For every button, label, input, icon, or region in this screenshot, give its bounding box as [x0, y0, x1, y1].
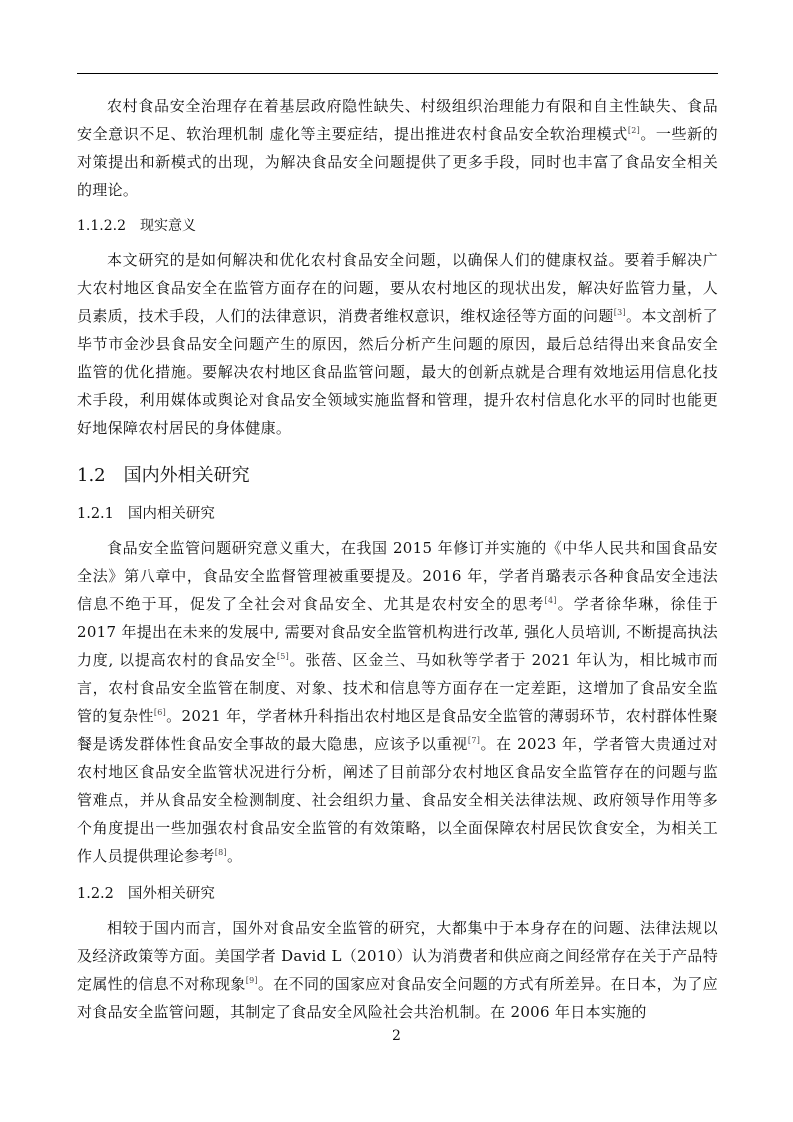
paragraph-text: 。本文剖析了毕节市金沙县食品安全问题产生的原因，然后分析产生问题的原因，最后总结得出来食品安全监管的优化措施。要解决农村地区食品监管问题，最大的创新点就是合理有效地运用信息化技术手段，利用媒体或舆论对食品安全领域实施监督和管理，提升农村信息化水平的同时也能更好地保障农村居民的身体健康。	[77, 307, 718, 437]
paragraph-text: 相较于国内而言，国外对食品安全监管的研究，大都集中于本身存在的问题、法律法规以及经济政策等方面。美国学者 David L（2010）认为消费者和供应商之间经常存在关于产品特定属性的信息不对称现象	[77, 919, 718, 993]
paragraph	[77, 92, 718, 204]
section-title: 现实意义	[139, 218, 196, 234]
section-number: 1.2.2	[77, 886, 114, 902]
paragraph-text: 。学者徐华琳，徐佳于 2017 年提出在未来的发展中, 需要对食品安全监管机构进行改革, 强化人员培训, 不断提高执法力度, 以提高农村的食品安全	[77, 595, 718, 669]
citation-marker: [2]	[627, 126, 641, 135]
paragraph-text: 。一些新的对策提出和新模式的出现，为解决食品安全问题提供了更多手段，同时也丰富了食品安全相关的理论。	[77, 125, 718, 199]
paragraph-text: 本文研究的是如何解决和优化农村食品安全问题，以确保人们的健康权益。要着手解决广大农村地区食品安全在监管方面存在的问题，要从农村地区的现状出发，解决好监管力量，人员素质，技术手段，人们的法律意识，消费者维权意识，维权途径等方面的问题	[77, 251, 718, 325]
citation-marker: [9]	[245, 976, 258, 985]
header-rule	[77, 73, 718, 74]
page-body	[77, 92, 718, 1036]
section-number: 1.2	[77, 465, 106, 486]
section-title: 国内外相关研究	[123, 465, 250, 486]
section-number: 1.1.2.2	[77, 218, 126, 234]
paragraph	[77, 246, 718, 442]
paragraph-text: 。在 2023 年，学者管大贵通过对农村地区食品安全监管状况进行分析，阐述了目前部分农村地区食品安全监管存在的问题与监管难点，并从食品安全检测制度、社会组织力量、食品安全相关法律法规、政府领导作用等多个角度提出一些加强农村食品安全监管的有效策略，以全面保障农村居民饮食安全，为相关工作人员提供理论参考	[77, 735, 718, 865]
section-heading	[77, 462, 718, 490]
citation-marker: [4]	[544, 596, 557, 605]
section-number: 1.2.1	[77, 506, 114, 522]
paragraph-text: 。在不同的国家应对食品安全问题的方式有所差异。在日本，为了应对食品安全监管问题，其制定了食品安全风险社会共治机制。在 2006 年日本实施的	[77, 975, 718, 1021]
paragraph-text: 。	[226, 847, 243, 865]
paragraph-text: 食品安全监管问题研究意义重大，在我国 2015 年修订并实施的《中华人民共和国食品安全法》第八章中，食品安全监督管理被重要提及。2016 年，学者肖璐表示各种食品安全违法信息不绝于耳，促发了全社会对食品安全、尤其是农村安全的思考	[77, 539, 718, 613]
paragraph	[77, 914, 718, 1026]
citation-marker: [3]	[613, 308, 626, 317]
citation-marker: [7]	[467, 736, 481, 745]
page-number: 2	[392, 1028, 401, 1044]
citation-marker: [8]	[214, 848, 227, 857]
section-heading	[77, 882, 718, 906]
section-title: 国外相关研究	[127, 886, 215, 902]
paragraph-text: 农村食品安全治理存在着基层政府隐性缺失、村级组织治理能力有限和自主性缺失、食品安全意识不足、软治理机制 虚化等主要症结，提出推进农村食品安全软治理模式	[77, 97, 718, 143]
citation-marker: [6]	[153, 708, 167, 717]
paragraph	[77, 534, 718, 870]
section-title: 国内相关研究	[127, 506, 215, 522]
section-heading	[77, 502, 718, 526]
paragraph-text: 。张蓓、区金兰、马如秋等学者于 2021 年认为，相比城市而言，农村食品安全监管在制度、对象、技术和信息等方面存在一定差距，这增加了食品安全监管的复杂性	[77, 651, 718, 725]
section-heading	[77, 214, 718, 238]
paragraph-text: 。2021 年，学者林升科指出农村地区是食品安全监管的薄弱环节，农村群体性聚餐是诱发群体性食品安全事故的最大隐患，应该予以重视	[77, 707, 718, 753]
citation-marker: [5]	[276, 652, 290, 661]
